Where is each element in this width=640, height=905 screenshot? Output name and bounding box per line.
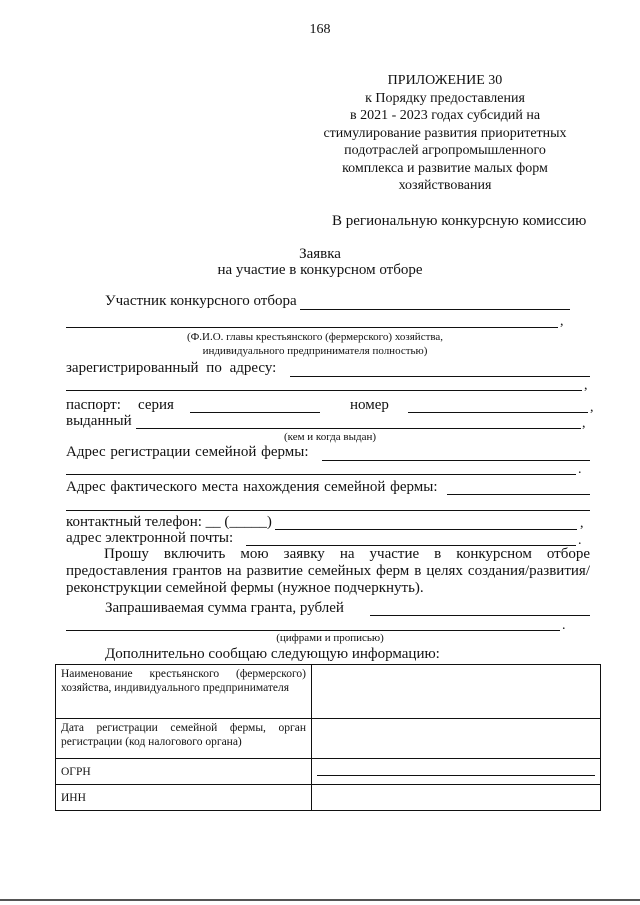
info-table bbox=[55, 664, 601, 811]
number-field[interactable] bbox=[408, 412, 588, 413]
grant-amount-field-line2[interactable] bbox=[66, 630, 560, 631]
table-cell-value[interactable] bbox=[312, 759, 601, 785]
farm-actual-address-field[interactable] bbox=[447, 494, 590, 495]
table-cell-label: Наименование крестьянского (фермерского) хозяйства, индивидуального предпринимателя bbox=[56, 665, 312, 719]
appendix-line: комплекса и развитие малых форм bbox=[342, 160, 548, 176]
document-subtitle: на участие в конкурсном отборе bbox=[217, 262, 423, 278]
appendix-title: ПРИЛОЖЕНИЕ 30 bbox=[387, 73, 503, 88]
table-row bbox=[56, 719, 601, 759]
appendix-line: стимулирование развития приоритетных bbox=[323, 125, 567, 141]
appendix-line: к Порядку предоставления bbox=[365, 90, 525, 106]
appendix-line: хозяйствования bbox=[398, 178, 492, 193]
farm-actual-address-label: Адрес фактического места нахождения семейной фермы: bbox=[66, 479, 438, 495]
document-title: Заявка bbox=[299, 246, 341, 262]
table-cell-label: Дата регистрации семейной фермы, орган регистрации (код налогового органа) bbox=[56, 719, 312, 759]
grant-amount-field[interactable] bbox=[370, 615, 590, 616]
table-row bbox=[56, 665, 601, 719]
table-row bbox=[56, 785, 601, 811]
page-bottom-edge bbox=[0, 899, 640, 901]
phone-field[interactable] bbox=[275, 529, 577, 530]
table-row bbox=[56, 759, 601, 785]
registered-address-field-line2[interactable] bbox=[66, 390, 582, 391]
appendix-line: подотраслей агропромышленного bbox=[344, 143, 546, 158]
series-field[interactable] bbox=[190, 412, 320, 413]
participant-field[interactable] bbox=[300, 309, 570, 310]
request-text: Прошу включить мою заявку на участие в конкурсном отборе предоставления грантов на развитие семейных ферм в целях создания/развития/реконструкции семейной фермы (нужное подчеркнуть). bbox=[66, 546, 590, 596]
addressee: В региональную конкурсную комиссию bbox=[332, 213, 587, 229]
email-label: адрес электронной почты: bbox=[66, 530, 234, 546]
table-cell-label: ОГРН bbox=[56, 759, 312, 785]
issued-field[interactable] bbox=[136, 428, 581, 429]
farm-registration-address-field[interactable] bbox=[322, 460, 590, 461]
appendix-block bbox=[300, 72, 590, 195]
issued-hint: (кем и когда выдан) bbox=[283, 431, 377, 443]
farm-registration-address-label: Адрес регистрации семейной фермы: bbox=[66, 444, 309, 460]
table-cell-value[interactable] bbox=[312, 665, 601, 719]
table-cell-label: ИНН bbox=[56, 785, 312, 811]
additional-info-label: Дополнительно сообщаю следующую информацию: bbox=[105, 646, 440, 662]
participant-hint: (Ф.И.О. главы крестьянского (фермерского) хозяйства, индивидуального предпринимателя полностью) bbox=[186, 331, 444, 357]
passport-label: паспорт: bbox=[66, 397, 121, 413]
registered-address-field[interactable] bbox=[290, 376, 590, 377]
participant-label: Участник конкурсного отбора bbox=[105, 293, 297, 309]
appendix-line: в 2021 - 2023 годах субсидий на bbox=[349, 108, 541, 123]
page-number: 168 bbox=[309, 22, 331, 37]
table-cell-value[interactable] bbox=[312, 785, 601, 811]
farm-actual-address-field-line2[interactable] bbox=[66, 510, 590, 511]
series-label: серия bbox=[138, 397, 174, 413]
number-label: номер bbox=[350, 397, 389, 413]
participant-field-line2[interactable] bbox=[66, 327, 558, 328]
table-cell-underline bbox=[317, 775, 595, 776]
grant-amount-label: Запрашиваемая сумма гранта, рублей bbox=[105, 600, 344, 616]
phone-label: контактный телефон: __ (_____) bbox=[66, 514, 272, 530]
table-cell-value[interactable] bbox=[312, 719, 601, 759]
registered-address-label: зарегистрированный по адресу: bbox=[66, 360, 277, 376]
issued-label: выданный bbox=[66, 413, 132, 429]
grant-amount-hint: (цифрами и прописью) bbox=[276, 632, 384, 644]
farm-registration-address-field-line2[interactable] bbox=[66, 474, 576, 475]
